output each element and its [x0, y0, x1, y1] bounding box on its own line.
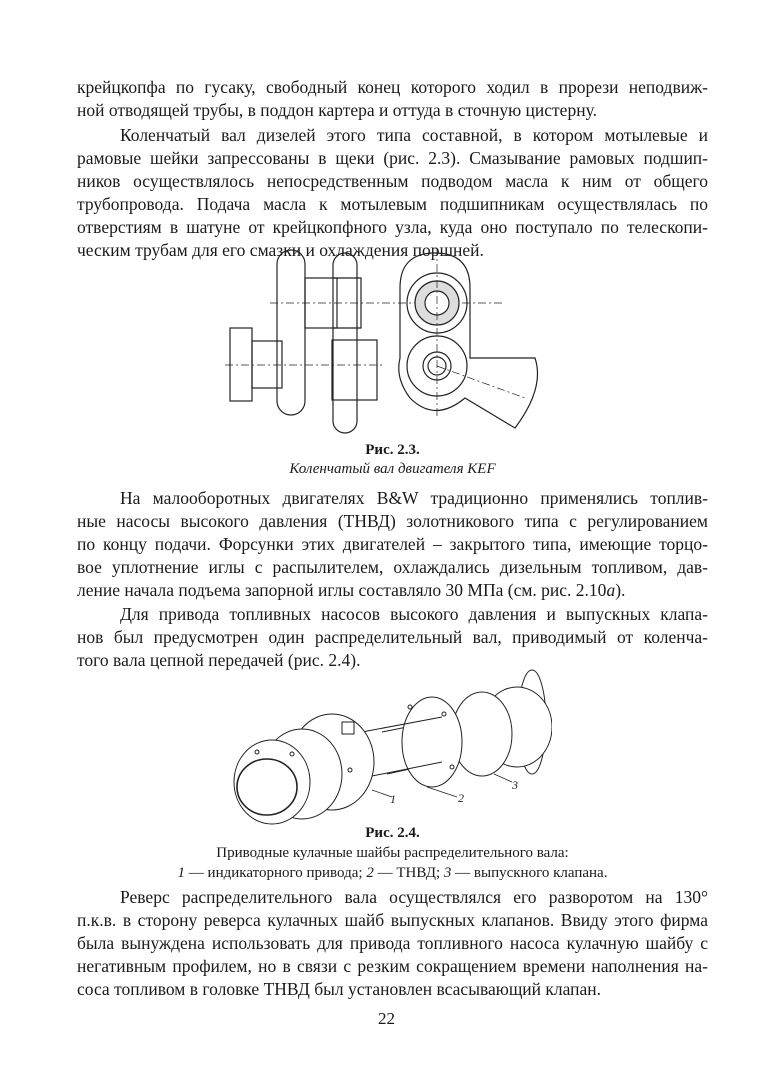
text-line: Реверс распределительного вала осуществлялся его разворотом на 130° — [120, 887, 708, 907]
text-fragment: a — [606, 580, 616, 600]
legend-text: — индикаторного привода; — [185, 865, 367, 881]
callout-label: 1 — [390, 792, 396, 806]
figure-title: Коленчатый вал двигателя KEF — [289, 461, 496, 477]
camshaft-drawing — [232, 662, 552, 830]
text-line: ные насосы высокого давления (ТНВД) золотникового типа с регулированием — [77, 511, 708, 531]
text-line — [77, 579, 708, 601]
text-line: негативным профилем, но в связи с резким сокращением времени наполнения на- — [77, 956, 708, 976]
text-line: Коленчатый вал дизелей этого типа составной, в котором мотылевые и — [120, 125, 708, 145]
legend-text: — ТНВД; — [373, 865, 444, 881]
callout-label: 2 — [458, 791, 464, 805]
text-line: отверстиям в шатуне от крейцкопфного узла, куда оно поступало по телескопи- — [77, 217, 708, 237]
text-line: ной отводящей трубы, в поддон картера и оттуда в сточную цистерну. — [77, 100, 597, 120]
text-line: соса топливом в головке ТНВД был установлен всасывающий клапан. — [77, 979, 602, 999]
text-line: п.к.в. в сторону реверса кулачных шайб выпускных клапанов. Ввиду этого фирма — [77, 910, 708, 930]
text-fragment: ). — [615, 580, 626, 600]
text-line: ников осуществлялось непосредственным подводом масла к ним от общего — [77, 171, 708, 191]
text-fragment: ление начала подъема запорной иглы составляло 30 МПа (см. рис. 2.10 — [77, 580, 607, 600]
text-line: трубопровода. Подача масла к мотылевым подшипникам осуществлялась по — [77, 194, 708, 214]
legend-number: 2 — [366, 865, 374, 881]
legend-number: 3 — [443, 865, 452, 881]
legend-number: 1 — [177, 865, 186, 881]
figure-number: Рис. 2.3. — [365, 442, 420, 458]
callout-label: 3 — [512, 778, 518, 792]
text-line: вое уплотнение иглы с распылителем, охлаждались дизельным топливом, дав- — [77, 557, 708, 577]
figure-number: Рис. 2.4. — [365, 825, 420, 841]
legend-text: — выпускного клапана. — [451, 865, 608, 881]
crankshaft-drawing — [225, 248, 545, 438]
text-line: На малооборотных двигателях B&W традиционно применялись топлив- — [120, 488, 708, 508]
figure-title: Приводные кулачные шайбы распределительного вала: — [216, 845, 569, 861]
text-line: крейцкопфа по гусаку, свободный конец которого ходил в прорези неподвиж- — [77, 77, 708, 97]
text-line: была вынуждена использовать для привода топливного насоса кулачную шайбу с — [77, 933, 708, 953]
text-line: того вала цепной передачей (рис. 2.4). — [77, 650, 361, 670]
text-line: рамовые шейки запрессованы в щеки (рис. 2.3). Смазывание рамовых подшип- — [77, 148, 708, 168]
text-line: ческим трубам для его смазки и охлаждения поршней. — [77, 240, 484, 260]
text-line: Для привода топливных насосов высокого давления и выпускных клапа- — [120, 604, 708, 624]
text-line: нов был предусмотрен один распределительный вал, приводимый от коленча- — [77, 627, 708, 647]
figure-legend — [77, 863, 708, 883]
text-line: по концу подачи. Форсунки этих двигателей – закрытого типа, имеющие торцо- — [77, 534, 708, 554]
page-number: 22 — [378, 1009, 395, 1028]
